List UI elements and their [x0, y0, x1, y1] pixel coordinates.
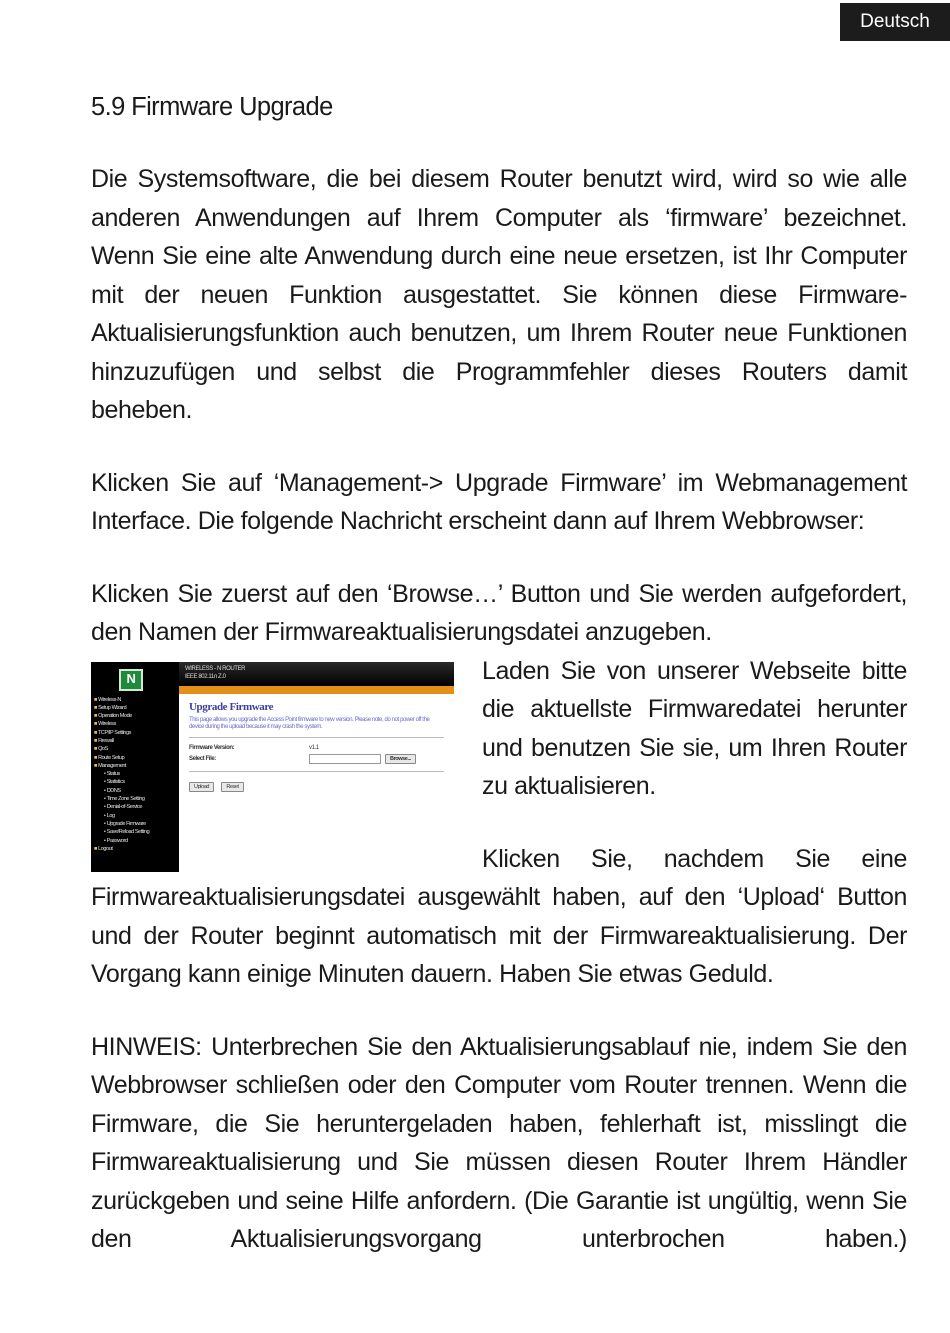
sidebar-subitem[interactable]: ▪ Denial-of-Service: [94, 803, 179, 811]
sidebar-item[interactable]: ■ TCP/IP Settings: [94, 729, 179, 737]
language-tab: Deutsch: [840, 3, 950, 41]
sidebar-subitem[interactable]: ▪ Statistics: [94, 778, 179, 786]
divider: [189, 737, 444, 738]
router-screenshot: [91, 662, 454, 872]
router-header-bar: [179, 686, 454, 694]
router-logo: [91, 662, 179, 694]
upload-button[interactable]: Upload: [189, 782, 214, 792]
sidebar-item[interactable]: ■ Operation Mode: [94, 712, 179, 720]
paragraph-note: HINWEIS: Unterbrechen Sie den Aktualisierungsablauf nie, indem Sie den Webbrowser schließen oder den Computer vom Router trennen. Wenn die Firmware, die Sie heruntergeladen haben, fehlerhaft ist, misslingt die Firmwareaktualisierung und Sie müssen diesen Router Ihrem Händler zurückgeben und seine Hilfe anfordern. (Die Garantie ist ungültig, wenn Sie den Aktualisierungsvorgang unterbrochen haben.): [91, 1032, 907, 1253]
sidebar-subitem[interactable]: ▪ Password: [94, 837, 179, 845]
browse-button[interactable]: Browse...: [385, 754, 416, 764]
sidebar-subitem[interactable]: ▪ Upgrade Firmware: [94, 820, 179, 828]
sidebar-item[interactable]: ■ QoS: [94, 745, 179, 753]
sidebar-item[interactable]: ■ Logout: [94, 845, 179, 853]
router-header-line2: IEEE 802.11n Z.0: [185, 673, 226, 680]
router-sidebar: [91, 694, 179, 872]
sidebar-subitem[interactable]: ▪ Status: [94, 770, 179, 778]
upgrade-firmware-description: This page allows you upgrade the Access Point firmware to new version. Please note, do not power off the device during the upload because it may crash the system.: [189, 716, 430, 730]
sidebar-item[interactable]: ■ Route Setup: [94, 754, 179, 762]
firmware-version-value: v1.1: [309, 744, 319, 751]
paragraph-intro: Die Systemsoftware, die bei diesem Router benutzt wird, wird so wie alle anderen Anwendungen auf Ihrem Computer als ‘firmware’ bezeichnet. Wenn Sie eine alte Anwendung durch eine neue ersetzen, ist Ihr Computer mit der neuen Funktion ausgestattet. Sie können diese Firmware-Aktualisierungsfunktion auch benutzen, um Ihrem Router neue Funktionen hinzuzufügen und selbst die Programmfehler dieses Routers damit beheben.: [91, 165, 907, 424]
router-header-line1: WIRELESS - N ROUTER: [185, 665, 246, 672]
sidebar-subitem[interactable]: ▪ Save/Reload Setting: [94, 828, 179, 836]
sidebar-item[interactable]: ■ Wireless-N: [94, 696, 179, 704]
firmware-version-label: Firmware Version:: [189, 744, 235, 751]
firmware-version-row: [189, 743, 444, 754]
upgrade-firmware-title: Upgrade Firmware: [189, 700, 274, 713]
sidebar-item[interactable]: ■ Setup Wizard: [94, 704, 179, 712]
divider: [189, 771, 444, 772]
sidebar-subitem[interactable]: ▪ DDNS: [94, 787, 179, 795]
router-content: [179, 694, 454, 872]
select-file-label: Select File:: [189, 755, 216, 762]
sidebar-item[interactable]: ■ Management: [94, 762, 179, 770]
action-buttons: [189, 782, 444, 792]
select-file-row: [189, 754, 444, 765]
sidebar-subitem[interactable]: ▪ Log: [94, 812, 179, 820]
paragraph-navigation: Klicken Sie auf ‘Management-> Upgrade Firmware’ im Webmanagement Interface. Die folgende Nachricht erscheint dann auf Ihrem Webbrowser:: [91, 468, 907, 535]
paragraph-upload: Klicken Sie, nachdem Sie eine Firmwareaktualisierungsdatei ausgewählt haben, auf den ‘Upload‘ Button und der Router beginnt automatisch mit der Firmwareaktualisierung. Der Vorgang kann einige Minuten dauern. Haben Sie etwas Geduld.: [91, 844, 907, 988]
router-logo-icon: N: [119, 669, 143, 691]
router-header: [179, 662, 454, 686]
page-content: [91, 88, 907, 1293]
sidebar-item[interactable]: ■ Wireless: [94, 720, 179, 728]
reset-button[interactable]: Reset: [221, 782, 243, 792]
section-title: 5.9 Firmware Upgrade: [91, 93, 333, 121]
sidebar-item[interactable]: ■ Firewall: [94, 737, 179, 745]
sidebar-subitem[interactable]: ▪ Time Zone Setting: [94, 795, 179, 803]
router-screenshot-figure: [91, 662, 454, 872]
paragraph-browse: Klicken Sie zuerst auf den ‘Browse…’ Button und Sie werden aufgefordert, den Namen der Firmwareaktualisierungsdatei anzugeben.: [91, 579, 907, 646]
paragraph-download: Laden Sie von unserer Webseite bitte die aktuellste Firmwaredatei herunter und benutzen Sie sie, um Ihren Router zu aktualisieren.: [482, 656, 907, 800]
file-path-input[interactable]: [309, 754, 381, 764]
